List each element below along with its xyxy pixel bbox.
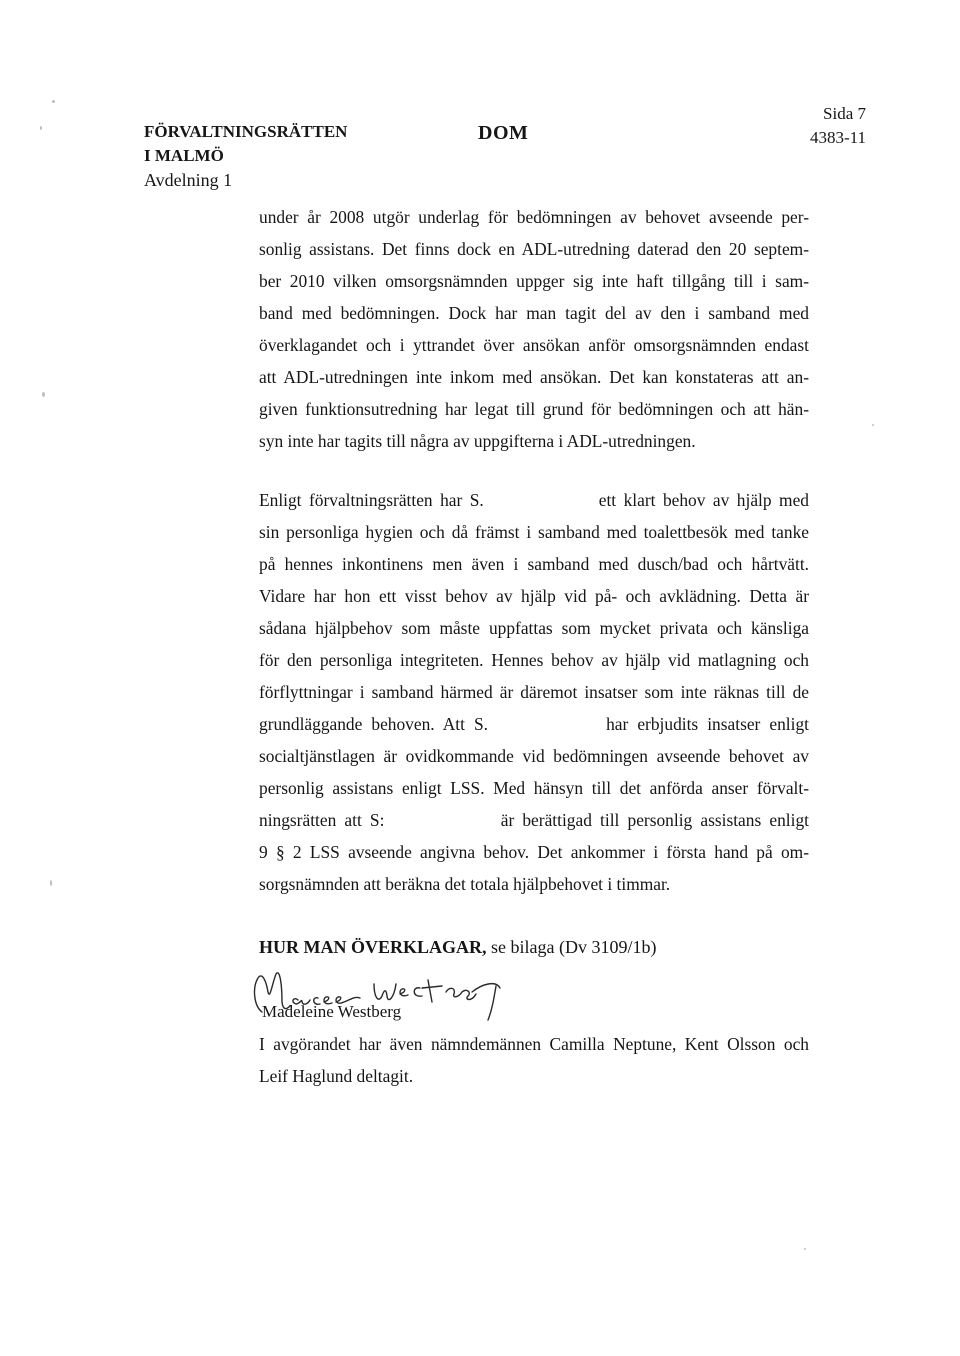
- court-name-line1: FÖRVALTNINGSRÄTTEN: [144, 122, 348, 141]
- text-fragment: är berättigad till personlig assistans enligt: [500, 810, 809, 830]
- text-fragment: ningsrätten att S:: [259, 810, 385, 830]
- text-line-redacted: [259, 708, 809, 740]
- text-fragment: grundläggande behoven. Att S.: [259, 714, 488, 734]
- text-line: sin personliga hygien och då främst i samband med toalettbesök med tanke: [259, 522, 809, 542]
- page-number: Sida 7: [823, 104, 866, 123]
- text-line-redacted: [259, 804, 809, 836]
- text-line: förflyttningar i samband härmed är däremot insatser som inte räknas till de: [259, 682, 809, 702]
- court-name-line2: I MALMÖ: [144, 146, 224, 165]
- text-line: Leif Haglund deltagit.: [259, 1066, 414, 1086]
- appeal-instructions: [259, 932, 656, 962]
- appeal-heading: HUR MAN ÖVERKLAGAR,: [259, 937, 487, 957]
- page-info-block: [810, 102, 866, 150]
- signer-name: Madeleine Westberg: [262, 1002, 402, 1021]
- case-number: 4383-11: [809, 128, 866, 147]
- text-line: 9 § 2 LSS avseende angivna behov. Det ankommer i första hand på om-: [259, 842, 809, 862]
- scan-speck: [42, 392, 45, 397]
- text-line: sorgsnämnden att beräkna det totala hjälpbehovet i timmar.: [259, 874, 671, 894]
- text-fragment: har erbjudits insatser enligt: [606, 714, 809, 734]
- text-line: ber 2010 vilken omsorgsnämnden uppger sig inte haft tillgång till i sam-: [259, 271, 809, 291]
- scan-speck: [40, 126, 42, 130]
- text-line: Vidare har hon ett visst behov av hjälp vid på- och avklädning. Detta är: [259, 586, 809, 606]
- scan-speck: [50, 880, 52, 886]
- paragraph-3: [259, 1028, 809, 1092]
- text-line: för den personliga integriteten. Hennes behov av hjälp vid matlagning och: [259, 650, 809, 670]
- text-line: att ADL-utredningen inte inkom med ansökan. Det kan konstateras att an-: [259, 367, 809, 387]
- text-line: personlig assistans enligt LSS. Med hänsyn till det anförda anser förvalt-: [259, 778, 809, 798]
- text-line: band med bedömningen. Dock har man tagit del av den i samband med: [259, 303, 809, 323]
- court-division: Avdelning 1: [144, 170, 233, 190]
- text-line: under år 2008 utgör underlag för bedömningen av behovet avseende per-: [259, 207, 809, 227]
- text-line: given funktionsutredning har legat till grund för bedömningen och att hän-: [259, 399, 809, 419]
- text-line: sonlig assistans. Det finns dock en ADL-utredning daterad den 20 septem-: [259, 239, 809, 259]
- court-name-block: [144, 120, 347, 192]
- scan-speck: [52, 100, 55, 103]
- text-line: I avgörandet har även nämndemännen Camilla Neptune, Kent Olsson och: [259, 1034, 809, 1054]
- text-line: socialtjänstlagen är ovidkommande vid bedömningen avseende behovet av: [259, 746, 809, 766]
- text-line: syn inte har tagits till några av uppgifterna i ADL-utredningen.: [259, 431, 696, 451]
- paragraph-1: [259, 201, 809, 457]
- text-fragment: ett klart behov av hjälp med: [598, 490, 809, 510]
- text-line-redacted: [259, 484, 809, 516]
- scan-speck: [872, 424, 874, 426]
- document-type: DOM: [478, 122, 529, 144]
- text-line: överklagandet och i yttrandet över ansökan anför omsorgsnämnden endast: [259, 335, 809, 355]
- text-fragment: Enligt förvaltningsrätten har S.: [259, 490, 484, 510]
- appeal-reference: se bilaga (Dv 3109/1b): [486, 937, 657, 957]
- scan-speck: [804, 1248, 806, 1250]
- text-line: på hennes inkontinens men även i samband med dusch/bad och hårtvätt.: [259, 554, 809, 574]
- paragraph-2: [259, 484, 809, 900]
- text-line: sådana hjälpbehov som måste uppfattas som mycket privata och känsliga: [259, 618, 809, 638]
